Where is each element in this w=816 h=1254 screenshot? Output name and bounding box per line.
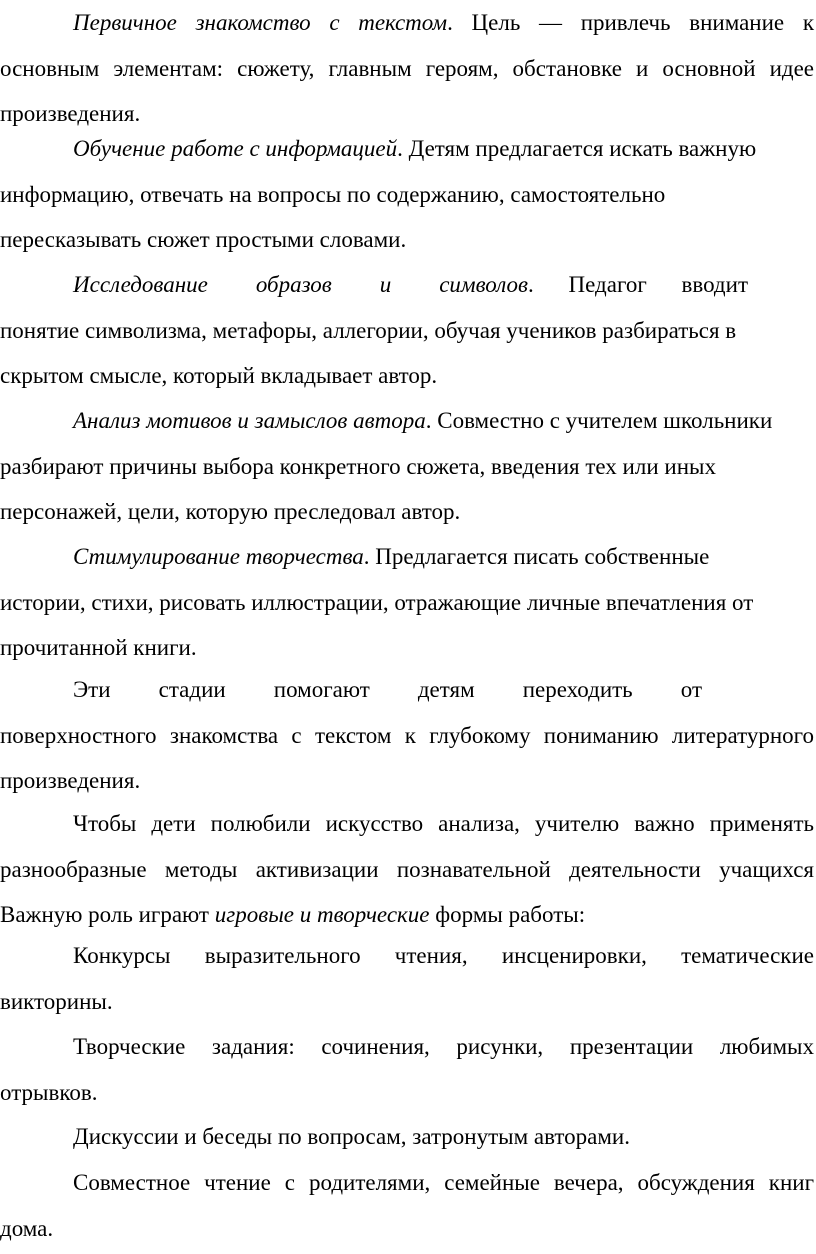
paragraph-methods [0,801,814,938]
paragraph-line: прочитанной книги. [0,635,197,660]
list-item-discussions [0,1114,814,1160]
paragraph-line: разнообразные методы активизации познавательной деятельности учащихся [0,856,814,882]
term-italic: Первичное знакомство с текстом [73,10,448,35]
paragraph-line: викторины. [0,988,113,1014]
list-item-joint-reading [0,1160,814,1251]
list-item-contests [0,933,814,1024]
paragraph-line: поверхностного знакомства с текстом к глубокому пониманию литературного [0,722,814,748]
paragraph-line: истории, стихи, рисовать иллюстрации, отражающие личные впечатления от [0,589,754,615]
paragraph-line: Чтобы дети полюбили искусство анализа, учителю важно применять [73,811,814,836]
paragraph-line: Важную роль играют игровые и творческие формы работы: [0,902,586,927]
paragraph-author-motives [0,398,814,535]
term-italic: Исследование образов и символов [73,272,528,297]
paragraph-creativity [0,534,814,671]
paragraph-line: Дискуссии и беседы по вопросам, затронутым авторами. [73,1124,630,1149]
paragraph-line: отрывков. [0,1079,98,1105]
paragraph-line: произведения. [0,768,141,793]
paragraph-line: Совместное чтение с родителями, семейные вечера, обсуждения книг [73,1170,814,1195]
paragraph-line: пересказывать сюжет простыми словами. [0,227,407,252]
paragraph-line: Исследование образов и символов . Педагог вводит [0,262,814,308]
paragraph-information-work [0,126,814,263]
paragraph-line: Творческие задания: сочинения, рисунки, презентации любимых [73,1034,814,1059]
paragraph-line: скрытом смысле, который вкладывает автор. [0,363,438,388]
paragraph-line: Эти стадии помогают детям переходить от [73,677,702,702]
paragraph-first-acquaintance [0,0,814,137]
paragraph-line: Анализ мотивов и замыслов автора. Совместно с учителем школьники [73,408,773,433]
paragraph-line: понятие символизма, метафоры, аллегории, обучая учеников разбираться в [0,317,737,343]
paragraph-line: информацию, отвечать на вопросы по содержанию, самостоятельно [0,181,666,207]
paragraph-line: Первичное знакомство с текстом. Цель — привлечь внимание к [73,10,814,35]
paragraph-images-symbols [0,262,814,399]
paragraph-line: Конкурсы выразительного чтения, инсценировки, тематические [73,943,814,968]
term-italic: Стимулирование творчества [73,544,364,569]
term-italic: игровые и творческие [214,902,430,927]
paragraph-line: произведения. [0,101,141,126]
paragraph-line: дома. [0,1215,54,1241]
term-italic: Обучение работе с информацией [73,136,398,161]
paragraph-line: персонажей, цели, которую преследовал автор. [0,499,461,524]
paragraph-line: основным элементам: сюжету, главным героям, обстановке и основной идее [0,55,814,81]
paragraph-line: разбирают причины выбора конкретного сюжета, введения тех или иных [0,453,716,479]
paragraph-stages [0,667,814,804]
paragraph-line: Обучение работе с информацией. Детям предлагается искать важную [73,136,757,161]
term-italic: Анализ мотивов и замыслов автора [73,408,426,433]
paragraph-line: Стимулирование творчества. Предлагается писать собственные [73,544,710,569]
list-item-creative-tasks [0,1024,814,1115]
